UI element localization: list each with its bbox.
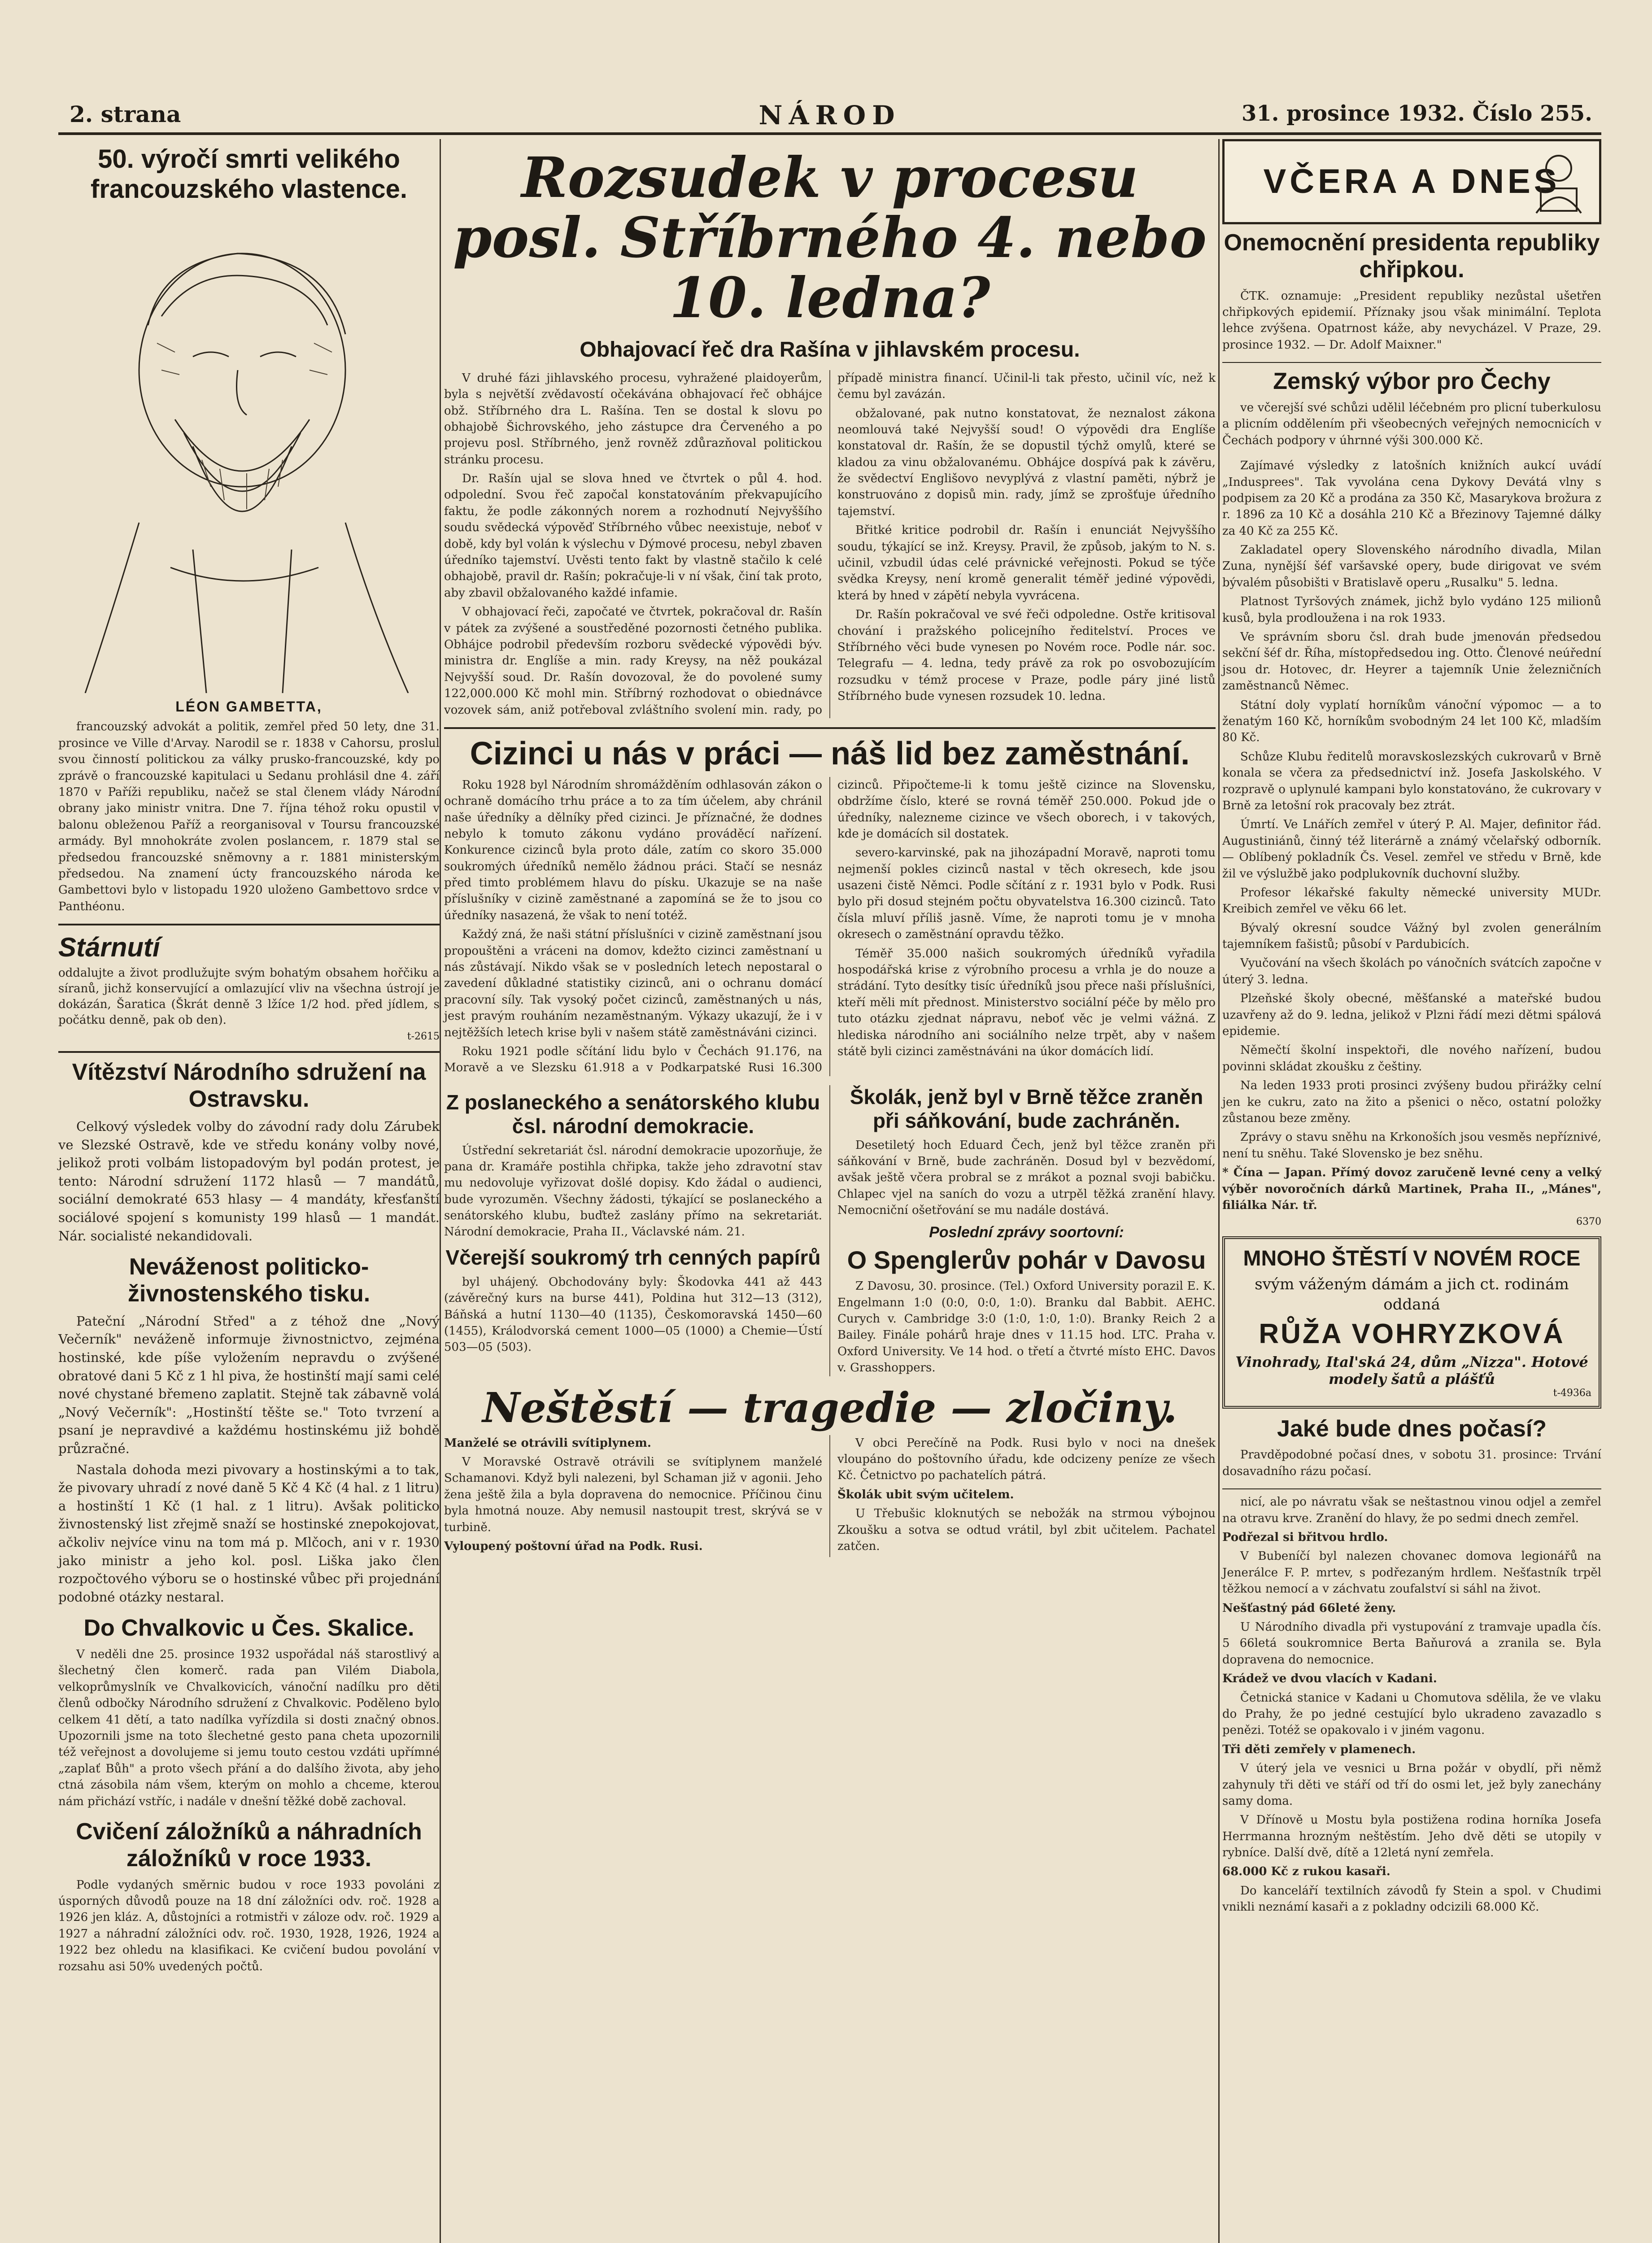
news-item: Vyučování na všech školách po vánočních svátcích započne v úterý 3. ledna.: [1222, 956, 1601, 986]
article-title: Cvičení záložníků a náhradních záložníků v roce 1933.: [76, 1818, 422, 1872]
item-lead: Podřezal si břitvou hrdlo.: [1222, 1531, 1388, 1545]
news-item: Plzeňské školy obecné, měšťanské a mateřské budou uzavřeny až do 9. ledna, jelikož v Plzni řádí mezi dětmi spálová epidemie.: [1222, 992, 1601, 1039]
ad-greeting: MNOHO ŠTĚSTÍ V NOVÉM ROCE: [1243, 1247, 1581, 1271]
article-body: Celkový výsledek volby do závodní rady dolu Zárubek ve Slezské Ostravě, kde ve středu konány volby nové, jelikož proti volbám listopadovým byl podán protest, je tento: Národní sdružení 1172 hlasů — 7 mandátů, sociální demokraté 653 hlasy — 4 mandáty, křesťanští sociálové spojení s komunisty 199 hlasů — 1 mandát. Nár. socialisté nekandidovali.: [58, 1119, 440, 1244]
article-body: Pravděpodobné počasí dnes, v sobotu 31. prosince: Trvání dosavadního rázu počasí.: [1222, 1448, 1601, 1478]
article-title: Z poslaneckého a senátorského klubu čsl. národní demokracie.: [446, 1090, 820, 1138]
article-body: Roku 1921 podle sčítání lidu bylo v Čechách 91.176, na Moravě a ve Slezsku 61.918 a v Podkarpatské Rusi 16.300 cizinců. Připočteme-li k tomu ještě cizince na Slovensku, obdržíme číslo, které se rovná téměř 250.000. Pokud jde o úředníky, nalezneme cizince ve všech oborech, i v takových, kde je domácích sil dostatek.: [444, 778, 1216, 1075]
divider: [58, 1051, 440, 1053]
divider: [1222, 1488, 1601, 1489]
item-body: V obci Perečíně na Podk. Rusi bylo v noci na dnešek vloupáno do poštovního úřadu, kde odcizeny peníze ze všech Kč. Četnictvo po pachatelích pátrá.: [837, 1436, 1216, 1483]
item-body: Četnická stanice v Kadani u Chomutova sdělila, že ve vlaku do Prahy, že po jedné cestující bylo ukradeno zavazadlo s penězi. Totéž se opakovalo i v jiném vagonu.: [1222, 1691, 1601, 1737]
article-zemsky-vybor: [1222, 368, 1601, 449]
vcera-a-dnes-logo: [1222, 139, 1601, 224]
ad-ruza-vohryzkova: [1222, 1236, 1601, 1408]
ad-address: Vinohrady, Ital'ská 24, dům „Nizza". Hotové modely šatů a plášťů: [1235, 1353, 1588, 1388]
article-title: Včerejší soukromý trh cenných papírů: [445, 1245, 821, 1269]
article-title: Neváženost politicko-živnostenského tisku.: [127, 1254, 371, 1307]
portrait-caption: LÉON GAMBETTA,: [175, 698, 323, 715]
article-body: Podle vydaných směrnic budou v roce 1933 povoláni z úsporných důvodů pouze na 18 dní záložníci odv. roč. 1928 a 1926 jen kláz. A, důstojníci a rotmistři v záloze odv. roč. 1929 a 1927 a náhradní záložníci odv. roč. 1930, 1928, 1926, 1924 a 1922 bez ohledu na klasifikaci. Ke cvičení budou povolání v rozsahu asi 50% uvedených počtů.: [58, 1878, 440, 1973]
short-news: [1222, 458, 1601, 1227]
article-pocasi: [1222, 1416, 1601, 1480]
article-body: Dr. Rašín ujal se slova hned ve čtvrtek o půl 4. hod. odpolední. Svou řeč započal konstatováním překvapujícího faktu, že podle zákonných norem a rozhodnutí Nejvyššího soudu svědecká výpověď Stříbrného vůbec neexistuje, neboť v době, kdy byl volán k výslechu v Dýmové procesu, nebyl zbaven úředníko tajemství. Uvěsti tento fakt by vlastně stačilo k celé obhajobě, pravil dr. Rašín; pokračuje-li v ní však, činí tak proto, aby zbavil obžalovaného každé infamie.: [444, 472, 822, 600]
article-body: obžalované, pak nutno konstatovat, že neznalost zákona neomlouvá také Nejvyšší soud! O výpovědi dra Englíše konstatoval dr. Rašín, že se dopustil týchž omylů, které se kladou za vinu obžalovanému. Obhájce dospívá pak k závěru, že svědectví Englišovo nevyplývá z vlastní paměti, nýbrž je konstruováno z dopisů min. rady, jímž se zprošťuje úředního tajemství.: [837, 406, 1216, 518]
news-item: Státní doly vyplatí horníkům vánoční výpomoc — a to ženatým 160 Kč, horníkům svobodným 24 let 100 Kč, mladším 80 Kč.: [1222, 698, 1601, 745]
column-right: [1222, 139, 1601, 1924]
ad-cina: * Čína — Japan. Přímý dovoz zaručeně levné ceny a velký výběr novoročních dárků Martinek, Praha II., „Mánes", filiálka Nár. tř.: [1222, 1166, 1601, 1212]
news-item: Úmrtí. Ve Lnářích zemřel v úterý P. Al. Majer, definitor řád. Augustiniánů, činný též literárně a známý včelařský odborník. — Oblíbený pokladník Čs. Vesel. zemřel ve středu v Brně, kde žil ve výslužbě jako podplukovník duchovní služby.: [1222, 818, 1601, 881]
page-number: 2. strana: [70, 101, 181, 127]
ad-code: t-2615: [407, 1031, 440, 1043]
item-lead: 68.000 Kč z rukou kasaři.: [1222, 1865, 1390, 1879]
item-body: V Bubeníčí byl nalezen chovanec domova legionářů na Jenerálce F. P. mrtev, s podřezaným hrdlem. Nešťastník trpěl těžkou nemocí a v záchvatu zoufalství si sáhl na život.: [1222, 1549, 1601, 1596]
news-item: Ve správním sboru čsl. drah bude jmenován předsedou sekční šéf dr. Říha, místopředsedou ing. Otto. Členové neúřední jsou dr. Hotovec, dr. Heyrer a tajemník Unie železničních zaměstnanců Němec.: [1222, 630, 1601, 693]
article-body: byl uhájený. Obchodovány byly: Škodovka 441 až 443 (závěrečný kurs na burse 441), Poldina hut 312—13 (312), Báňská a hutní 1130—40 (1135), Českomoravská 1450—60 (1455), Králodvorská cement 1000—05 (1000) a Chemie—Ústí 503—05 (503).: [444, 1275, 822, 1354]
item-body: V úterý jela ve vesnici u Brna požár v obydlí, při němž zahynuly tři děti ve stáří od tří do osmi let, jež byly zanechány samy doma.: [1222, 1762, 1601, 1808]
article-body: Pateční „Národní Střed" a z téhož dne „Nový Večerník" neváženě informuje živnostnictvo, zejména hostinské, kde píše vyložením nepravdu o zvýšené obratové dani 5 Kč z 1 hl piva, že hostinští mají sami celé nové chystané břemeno zaplatit. Stejně tak zábavně volá „Nový Večerník": „Hostinští těšte se." Toto tvrzení a psaní je nepravdivé a každému hostinskému již bohdě průzračné.: [58, 1313, 440, 1456]
item-lead: Školák ubit svým učitelem.: [837, 1488, 1014, 1501]
article-body: Z Davosu, 30. prosince. (Tel.) Oxford University porazil E. K. Engelmann 1:0 (0:0, 0:0, 1:0). Branku dal Babbit. AEHC. Curych v. Cambridge 3:0 (1:0, 1:0, 1:0). Branky Reich 2 a Bailey. Finále pohárů hraje dnes v 11.15 hod. LTC. Praha v. Oxford University. Ve 14 hod. o třetí a čtvrté místo EHC. Davos v. Grasshoppers.: [837, 1279, 1216, 1375]
article-title: Vítězství Národního sdružení na Ostravsku.: [72, 1059, 426, 1113]
lower-center: [444, 1085, 1216, 1376]
section-title: Neštěstí — tragedie — zločiny.: [482, 1383, 1177, 1432]
ad-starnuti: [58, 932, 440, 1042]
ad-text: oddalujte a život prodlužujte svým bohatým obsahem hořčiku a síranů, jichž konservující a omlazující vliv na všechna ústrojí je dokázán, Šaratica (Škrát denně 3 lžíce 1/2 hod. před jídlem, s počátku denně, pak ob den).: [58, 966, 440, 1027]
item-lead: Krádež ve dvou vlacích v Kadani.: [1222, 1672, 1437, 1686]
divider: [444, 727, 1216, 729]
divider: [58, 924, 440, 925]
news-item: Bývalý okresní soudce Vážný byl zvolen generálním tajemníkem fašistů; působí v Pardubicích.: [1222, 921, 1601, 951]
ad-code: 6370: [1576, 1216, 1601, 1228]
article-body: V obhajovací řeči, započaté ve čtvrtek, pokračoval dr. Rašín v pátek za zvýšené a soustředěné pozornosti četného publika. Obhájce podrobil především rozboru svědecké výpovědi býv. ministra dr. Englíše a min. rady Kreysy, na něž poukázal Nejvyšší soud. Dr. Rašín dovozoval, že do povolené sumy 122,000.000 Kč mohl min. Stříbrný rozhodovat o obiednávce vozovek sám, aniž potřeboval zvláštního svolení min. rady, po případě ministra financí. Učinil-li tak přesto, učinil víc, než k čemu byl zavázán.: [444, 371, 1216, 717]
ad-code: t-4936a: [1553, 1387, 1591, 1399]
news-item: Schůze Klubu ředitelů moravskoslezských cukrovarů v Brně konala se včera za předsednictví inž. Josefa Jaskolského. V rozpravě o uplynulé kampani bylo konstatováno, že cukrovary v Brně za letošní rok pracovaly bez ztrát.: [1222, 750, 1601, 812]
item-body: nicí, ale po návratu však se neštastnou vinou odjel a zemřel na otravu krve. Zranění do hlavy, že po sedmi dnech zemřel.: [1222, 1495, 1601, 1525]
article-president: [1222, 230, 1601, 353]
article-body: Dr. Rašín pokračoval ve své řeči odpoledne. Ostře kritisoval chování i pražského policejního ředitelství. Proces ve Stříbrného věci bude vynesen po Novém roce. Podle nár. soc. Telegrafu — 4. ledna, tedy právě za rok po osvobozujícím rozsudku v témž procese v Praze, podle páry jiné listů Stříbrného bude vynesen rozsudek 10. ledna.: [837, 608, 1216, 703]
section-label: Poslední zprávy soortovní:: [929, 1224, 1124, 1241]
article-body: Roku 1928 byl Národním shromážděním odhlasován zákon o ochraně domácího trhu práce a to za tím účelem, aby chránil naše úředníky a dělníky před cizinci. Je příznačné, že dodnes nebylo k tomuto zákonu vydáno prováděcí nařízení. Konkurence cizinců byla proto dále, zatím co skoro 35.000 soukromých úředníků nemělo žádnou práci. Stačí se nesnáz před timto problémem hlavu do písku. Ukazuje se na naše příslušníky v cizině zaměstnané a zapomíná se že to jsou co úředníky nasazená, že však to není totéž.: [444, 778, 822, 922]
article-gambetta: [58, 144, 440, 915]
sport-section: [837, 1224, 1216, 1376]
article-cviceni: [58, 1819, 440, 1975]
article-nestesti: [444, 1435, 1216, 1558]
issue-date: 31. prosince 1932. Číslo 255.: [1241, 101, 1592, 126]
news-item: Němečtí školní inspektoři, dle nového nařízení, budou povinni skládat zkoušku z češtiny.: [1222, 1043, 1601, 1073]
article-tisk: [58, 1254, 440, 1606]
news-item: Profesor lékařské fakulty německé university MUDr. Kreibich zemřel ve věku 66 let.: [1222, 886, 1601, 916]
article-title: Jaké bude dnes počasí?: [1277, 1415, 1547, 1442]
article-title: Školák, jenž byl v Brně těžce zraněn při sáňkování, bude zachráněn.: [850, 1085, 1203, 1132]
column-left: [58, 139, 440, 1984]
article-narodni-sdruzeni: [58, 1059, 440, 1245]
article-title: Onemocnění presidenta republiky chřipkou.: [1224, 230, 1600, 283]
article-trh: [444, 1246, 822, 1356]
article-trial: [444, 370, 1216, 718]
column-rule: [1218, 139, 1220, 2243]
article-body: severo-karvinské, pak na jihozápadní Moravě, naproti tomu nejmenší pokles cizinců nastal v těch okresech, kde jsou usazeni čistě Němci. Podle sčítání z r. 1931 bylo v Podk. Rusi bylo při dosud stejném počtu obyvatelstva 16.300 cizinců. Tato čísla mluví příliš jasně. Víme, že naproti tomu je v mnoha okresech o zaměstnání opravdu těžko.: [837, 846, 1216, 942]
man-reading-icon: [1523, 146, 1595, 218]
main-subheadline: Obhajovací řeč dra Rašína v jihlavském procesu.: [580, 337, 1080, 362]
item-body: U Národního divadla při vystupování z tramvaje upadla čís. 5 66letá soukromnice Berta Baňurová a zranila se. Byla dopravena do nemocnice.: [1222, 1620, 1601, 1667]
article-body: Břitké kritice podrobil dr. Rašín i enunciát Nejvyššího soudu, týkající se inž. Kreysy. Pravil, že způsob, jakým to N. s. učinil, vzbudil údas celé právnické veřejnosti. Pokud se týče svědka Kreysy, není kromě generalit téměř jediné výpovědi, která by hned v zápětí nebyla vyvrácena.: [837, 524, 1216, 602]
column-center: [444, 139, 1216, 1566]
article-chvalkovice: [58, 1615, 440, 1810]
article-body: Nastala dohoda mezi pivovary a hostinskými a to tak, že pivovary uhradí z nové daně 5 Kč 4 Kč (4 hal. z 1 litru) a hostinští 1 Kč (1 hal. z 1 litru). Avšak politicko živnostenský list zřejmě snaží se hostinské znepokojovat, ačkoliv nejvíce vinu na tom má p. Mlčoch, ani v r. 1930 jako ministr a jeho kol. posl. Liška jako člen rozpočtového výboru se o hostinské vůbec při projednání podobné otázky nestaral.: [58, 1462, 440, 1605]
item-lead: Tři děti zemřely v plamenech.: [1222, 1742, 1416, 1756]
ad-dedication: svým váženým dámám a jich ct. rodinám oddaná: [1255, 1275, 1569, 1314]
item-body: V Dřínově u Mostu byla postižena rodina horníka Josefa Herrmanna hrozným neštěstím. Jeho dvě děti se utopily v rybníce. Další dvě, dítě a 12letá nyní zemřela.: [1222, 1813, 1601, 1860]
column-rule: [440, 139, 441, 2243]
logo-text: VČERA A DNES: [1263, 162, 1560, 201]
article-title: Cizinci u nás v práci — náš lid bez zaměstnání.: [470, 735, 1190, 772]
article-body: Desetiletý hoch Eduard Čech, jenž byl těžce zraněn při sáňkování v Brně, bude zachráněn. Dosud byl v bezvědomí, avšak ještě včera probral se z mrákot a poznal svoji babičku. Chlapec vjel na saních do vozu a utrpěl těžká zranění hlavy. Nemocniční ošetřování se mu nadále dostává.: [837, 1138, 1216, 1218]
article-title: 50. výročí smrti velikého francouzského vlastence.: [91, 144, 407, 204]
ad-title: Stárnutí: [58, 932, 160, 963]
article-body: V neděli dne 25. prosince 1932 uspořádal náš starostlivý a šlechetný člen komerč. rada pan Vilém Diabola, velkoprůmyslník ve Chvalkovicích, vánoční nadílku pro děti členů odbočky Národního sdružení z Chvalkovic. Poděleno bylo celkem 41 dětí, a tato nadílka vyřízdila si dosti značný obnos. Upozornili jsme na toto šlechetné gesto pana cheta upozornili též veřejnost a dovolujeme si jemu touto cestou vzdáti upřímné „zaplať Bůh" a proto všech přání a do dalšího života, aby jeho ctná zásobila nám všem, kterým on mohlo a chceme, kterou nám přichází vstříc, i nadále v dnešní těžké době zachoval.: [58, 1648, 440, 1808]
item-body: Do kanceláří textilních závodů fy Stein a spol. v Chudimi vnikli neznámí kasaři a z pokladny odcizili 68.000 Kč.: [1222, 1884, 1601, 1914]
article-title: O Spenglerův pohár v Davosu: [847, 1245, 1206, 1274]
news-item: Zprávy o stavu sněhu na Krkonoších jsou vesměs nepříznivé, není tu sněhu. Také Slovensko je bez sněhu.: [1222, 1130, 1601, 1161]
article-body: Ústřední sekretariát čsl. národní demokracie upozorňuje, že pana dr. Kramáře postihla chřipka, takže jeho zdravotní stav mu nedovoluje vyřizovat došlé dopisy. Kdo žádal o audienci, bude vyrozuměn. Všechny žádosti, týkající se poslaneckého a senátorského klubu, buďtež zaslány přímo na sekretariát. Národní demokracie, Praha II., Václavské nám. 21.: [444, 1143, 822, 1239]
item-body: U Třebušic kloknutých se nebožák na strmou výbojnou Zkoušku a sotva se odtud vrátil, byl zbit učitelem. Pachatel zatčen.: [837, 1507, 1216, 1554]
news-item: Zakladatel opery Slovenského národního divadla, Milan Zuna, nynější šéf varšavské opery, bude dirigovat ve svém bývalém působišti v Bratislavě operu „Rusalku" 5. ledna.: [1222, 543, 1601, 589]
crime-items: [1222, 1494, 1601, 1915]
main-headline: Rozsudek v procesu posl. Stříbrného 4. nebo 10. ledna?: [453, 145, 1207, 331]
item-lead: Nešťastný pád 66leté ženy.: [1222, 1601, 1396, 1615]
article-body: ČTK. oznamuje: „President republiky nezůstal ušetřen chřipkových epidemií. Příznaky jsou však minimální. Teplota lehce zvýšena. Opatrnost káže, aby nevycházel. V Praze, 29. prosince 1932. — Dr. Adolf Maixner.": [1222, 289, 1601, 352]
item-body: V Moravské Ostravě otrávili se svítiplynem manželé Schamanovi. Když byli nalezeni, byl Schaman již v agonii. Jeho žena ještě žila a byla dopravena do nemocnice. Příčinou činu byla hmotná nouze. Aby nemusil nastoupit trest, skrývá se v turbině.: [444, 1455, 822, 1534]
article-body: V druhé fázi jihlavského procesu, vyhražené plaidoyerům, byla s největší zvědavostí očekávána obhajovací řeč obhájce obž. Stříbrného dra L. Rašína. Ten se dostal k slovu po obhajobě Šichrovského, jeho zástupce dra Červeného a po projevu posl. Stříbrného, jenž rovněž zdůrazňoval politickou stránku procesu.: [444, 371, 822, 467]
news-item: Zajímavé výsledky z latošních knižních aukcí uvádí „Indusprees". Tak vyvolána cena Dykovy Devátá vlny s podpisem za 20 Kč a prodána za 350 Kč, Masarykova brožura z r. 1896 za 10 Kč a dosáhla 210 Kč a Březinovy Tajemné dálky za 40 Kč za 255 Kč.: [1222, 459, 1601, 538]
article-body: Téměř 35.000 našich soukromých úředníků vyřadila hospodářská krise z výrobního procesu a vrhla je do nouze a strádání. Tyto desítky tisíc úředníků jsou přece naši příslušníci, kteří měli mít přednost. Ministerstvo sociální péče by mělo pro tuto otázku zjednat nápravu, neboť věc je velmi vážná. Z hlediska národního ani sociálního nelze trpět, aby v našem státě byli cizinci zaměstnáváni na úkor domácích lidí.: [837, 947, 1216, 1058]
newspaper-title: NÁROD: [758, 100, 901, 131]
article-poslanecky-klub: [444, 1091, 822, 1240]
article-skolak: [837, 1085, 1216, 1219]
article-title: Zemský výbor pro Čechy: [1273, 368, 1551, 395]
article-cizinci: [444, 777, 1216, 1076]
article-body: ve včerejší své schůzi udělil léčebném pro plicní tuberkulosu a plicním oddělením při všeobecných veřejných nemocnicích v Čechách podpory v úhrnné výši 300.000 Kč.: [1222, 401, 1601, 447]
news-item: Na leden 1933 proti prosinci zvýšeny budou přirážky celní jen ke cukru, zato na žito a pšenici o něco, ostatní položky zůstanou beze změny.: [1222, 1079, 1601, 1125]
ad-name: RŮŽA VOHRYZKOVÁ: [1259, 1318, 1565, 1349]
article-body: francouzský advokát a politik, zemřel před 50 lety, dne 31. prosince ve Ville d'Arvay. Narodil se r. 1838 v Cahorsu, proslul svou činností politickou za války prusko-francouzské, kdy po zprávě o francouzské kapitulaci u Sedanu prohlásil dne 4. září 1870 v Paříži republiku, načež se stal členem vlády Národní obrany jako ministr vnitra. Dne 7. října téhož roku opustil v balonu obleženou Paříž a reorganisoval v Toursu francouzské armády. Byl mnohokráte zvolen poslancem, r. 1879 stal se předsedou francouzské sněmovny a r. 1881 ministerským předsedou. Na znamení úcty francouzského národa ke Gambettovi bylo v listopadu 1920 uloženo Gambettovo srdce v Panthéonu.: [58, 720, 440, 913]
masthead: [58, 96, 1601, 135]
gambetta-portrait: [58, 209, 426, 693]
item-lead: Manželé se otrávili svítiplynem.: [444, 1436, 651, 1450]
article-body: Každý zná, že naši státní příslušníci v cizině zaměstnaní jsou propouštěni a vráceni na domov, kdežto cizinci zaměstnaní u nás zůstávají. Nikdo však se v posledních letech nepostaral o zavedení důkladné statistiky cizinců, ani o ochranu domácí pracovní síly. Tak vysoký počet cizinců, zaměstnaných u nás, jest pravým rouháním nezaměstnaným. Výkazy ukazují, že i v nejtěžších letech krise byli v našem státě zaměstnáváni cizinci.: [444, 928, 822, 1039]
news-item: Platnost Tyršových známek, jichž bylo vydáno 125 milionů kusů, byla prodloužena i na rok 1933.: [1222, 595, 1601, 625]
article-title: Do Chvalkovic u Čes. Skalice.: [83, 1615, 414, 1641]
divider: [1222, 362, 1601, 363]
item-lead: Vyloupený poštovní úřad na Podk. Rusi.: [444, 1540, 703, 1554]
